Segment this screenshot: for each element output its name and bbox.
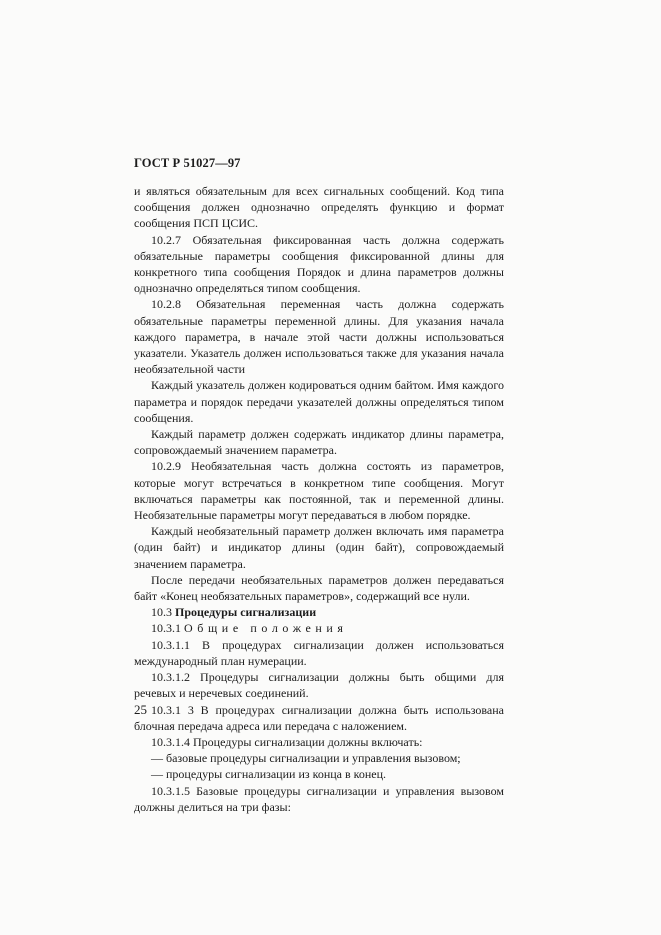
paragraph-10-3-1-1: 10.3.1.1 В процедурах сигнализации должен использоваться международный план нумерации. <box>134 637 504 668</box>
paragraph-continuation: и являться обязательным для всех сигнальных сообщений. Код типа сообщения должен однозначно определять функцию и формат сообщения ПСП ЦСИС. <box>134 184 504 231</box>
paragraph-10-2-9: 10.2.9 Необязательная часть должна состоять из параметров, которые могут встречаться в конкретном типе сообщения. Могут включаться параметры как постоянной, так и переменной длины. Необязательные параметры могут передаваться в любом порядке. <box>134 459 504 523</box>
paragraph-optional-parameter: Каждый необязательный параметр должен включать имя параметра (один байт) и индикатор длины (один байт), сопровождаемый значением параметра. <box>134 524 504 571</box>
paragraph-length-indicator: Каждый параметр должен содержать индикатор длины параметра, сопровождаемый значением параметра. <box>134 427 504 458</box>
section-number-10-3: 10.3 <box>151 605 172 620</box>
standard-code-header: ГОСТ Р 51027—97 <box>134 156 241 170</box>
section-title-10-3-1: Общие положения <box>184 621 348 636</box>
section-heading-10-3 <box>134 604 504 620</box>
section-heading-10-3-1 <box>134 620 504 636</box>
body-text <box>134 183 504 815</box>
list-item-end-to-end: — процедуры сигнализации из конца в конец. <box>151 767 387 782</box>
paragraph-10-2-8: 10.2.8 Обязательная переменная часть должна содержать обязательные параметры переменной длины. Для указания начала каждого параметра, в начале этой части должны использоваться указатели. Указатель должен использоваться также для указания начала необязательной части <box>134 297 504 377</box>
paragraph-10-3-1-5: 10.3.1.5 Базовые процедуры сигнализации и управления вызовом должны делиться на три фазы: <box>134 783 504 814</box>
paragraph-pointer-coding: Каждый указатель должен кодироваться одним байтом. Имя каждого параметра и порядок передачи указателей должны определяться типом сообщения. <box>134 378 504 425</box>
paragraph-end-of-optional: После передачи необязательных параметров должен передаваться байт «Конец необязательных параметров», содержащий все нули. <box>134 572 504 604</box>
page-number: 25 <box>134 702 147 717</box>
section-number-10-3-1: 10.3.1 <box>151 621 181 636</box>
paragraph-10-3-1-2: 10.3.1.2 Процедуры сигнализации должны быть общими для речевых и неречевых соединений. <box>134 670 504 701</box>
list-item-basic-procedures: — базовые процедуры сигнализации и управления вызовом; <box>151 751 461 766</box>
section-title-10-3: Процедуры сигнализации <box>175 605 317 620</box>
paragraph-10-3-1-3: 10.3.1 3 В процедурах сигнализации должна быть использована блочная передача адреса или передача с наложением. <box>134 702 504 733</box>
paragraph-10-2-7: 10.2.7 Обязательная фиксированная часть должна содержать обязательные параметры сообщения фиксированной длины для конкретного типа сообщения Порядок и длина параметров должны однозначно определяться типом сообщения. <box>134 232 504 296</box>
paragraph-10-3-1-4: 10.3.1.4 Процедуры сигнализации должны включать: <box>151 734 423 749</box>
